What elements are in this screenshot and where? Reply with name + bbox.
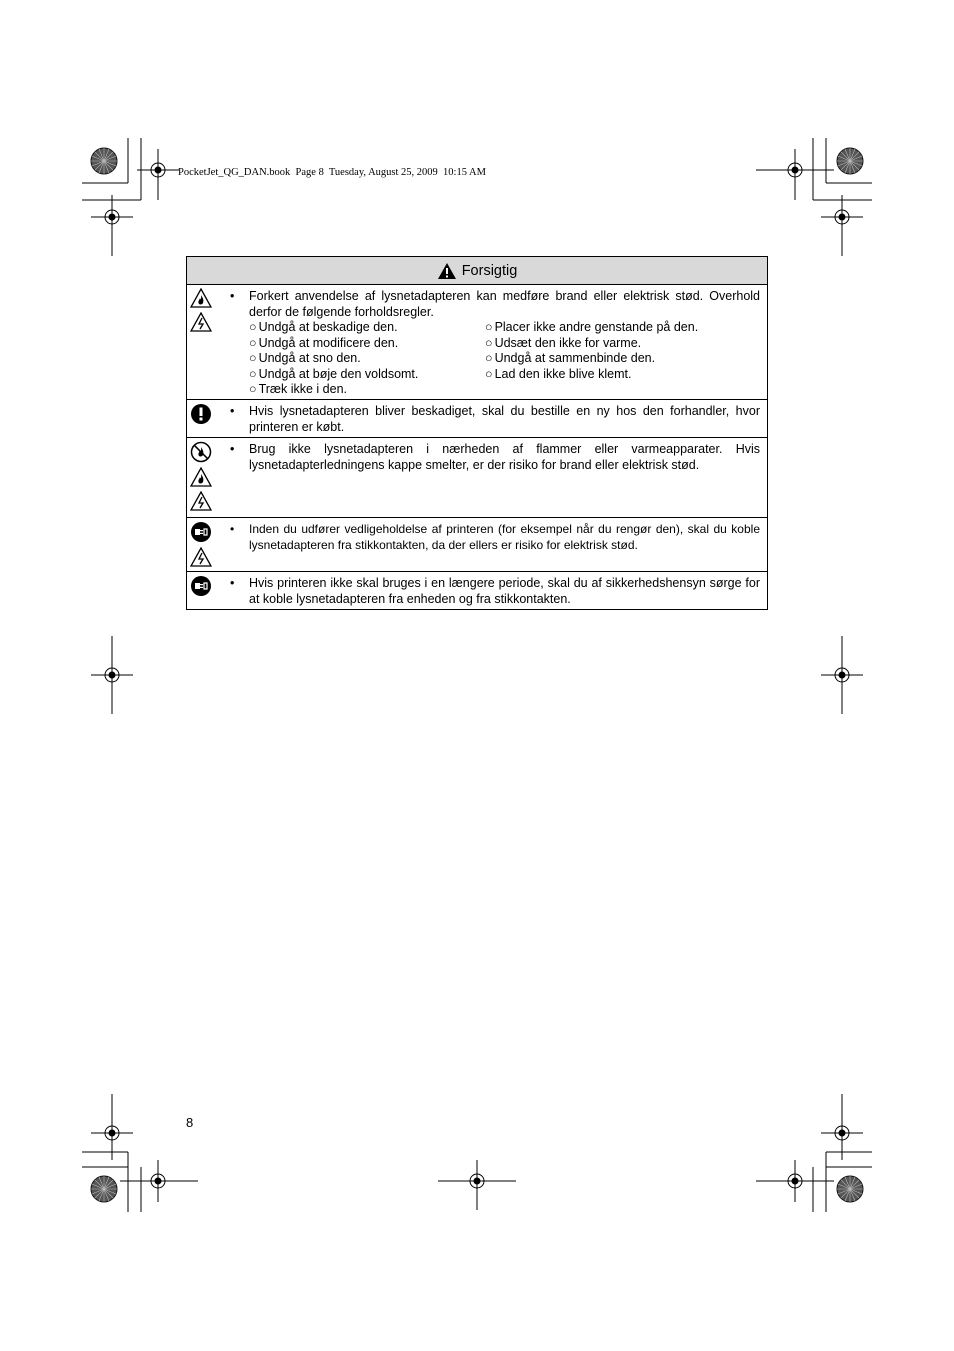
precaution-item: ○ Undgå at beskadige den. bbox=[249, 320, 485, 336]
row-icons bbox=[187, 438, 225, 517]
caution-text: Hvis lysnetadapteren bliver beskadiget, skal du bestille en ny hos den forhandler, hvor printeren er købt. bbox=[249, 404, 760, 434]
precaution-item: ○ Træk ikke i den. bbox=[249, 382, 485, 398]
precaution-item: ○ Lad den ikke blive klemt. bbox=[485, 367, 760, 383]
row-icons bbox=[187, 285, 225, 399]
precaution-item: ○ Undgå at sammenbinde den. bbox=[485, 351, 760, 367]
precaution-item: ○ Udsæt den ikke for varme. bbox=[485, 336, 760, 352]
warning-triangle-icon bbox=[437, 262, 457, 280]
precaution-list bbox=[249, 320, 760, 398]
mandatory-action-icon bbox=[190, 403, 212, 425]
row-icons bbox=[187, 572, 225, 609]
electric-shock-warning-icon bbox=[190, 491, 212, 511]
no-open-flame-icon bbox=[190, 441, 212, 463]
precaution-item: ○ Undgå at modificere den. bbox=[249, 336, 485, 352]
caution-text: Forkert anvendelse af lysnetadapteren kan medføre brand eller elektrisk stød. Overhold derfor de følgende forholdsregler. bbox=[249, 289, 760, 319]
unplug-icon bbox=[190, 521, 212, 543]
caution-row: • Brug ikke lysnetadapteren i nærheden af flammer eller varmeapparater. Hvis lysnetadapterledningens kappe smelter, er der risiko for brand eller elektrisk stød. bbox=[187, 438, 767, 518]
caution-text: Hvis printeren ikke skal bruges i en længere periode, skal du af sikkerhedshensyn sørge for at koble lysnetadapteren fra enheden og fra stikkontakten. bbox=[249, 576, 760, 606]
precaution-item: ○ Undgå at sno den. bbox=[249, 351, 485, 367]
row-icons bbox=[187, 518, 225, 571]
caution-row: • Hvis printeren ikke skal bruges i en længere periode, skal du af sikkerhedshensyn sørge for at koble lysnetadapteren fra enheden og fra stikkontakten. bbox=[187, 572, 767, 609]
caution-row: • Inden du udfører vedligeholdelse af printeren (for eksempel når du rengør den), skal du koble lysnetadapteren fra stikkontakten, da der ellers er risiko for elektrisk stød. bbox=[187, 518, 767, 572]
fire-warning-icon bbox=[190, 467, 212, 487]
caution-row: • Forkert anvendelse af lysnetadapteren kan medføre brand eller elektrisk stød. Overhold derfor de følgende forholdsregler. ○ Undgå at beskadige den. ○ Placer ikke andre genstande på den. ○ Undgå at modificere den. ○ Udsæt den ikke for varme. ○ Undgå at sno den. ○ Undgå at sammenbinde den. ○ Undgå at bøje den voldsomt. ○ Lad den ikke blive klemt. ○ Træk ikke i den. bbox=[187, 285, 767, 400]
caution-text: Brug ikke lysnetadapteren i nærheden af flammer eller varmeapparater. Hvis lysnetadapterledningens kappe smelter, er der risiko for brand eller elektrisk stød. bbox=[249, 442, 760, 472]
precaution-item: ○ Undgå at bøje den voldsomt. bbox=[249, 367, 485, 383]
caution-header bbox=[187, 257, 767, 285]
electric-shock-warning-icon bbox=[190, 312, 212, 332]
row-icons bbox=[187, 400, 225, 437]
caution-box bbox=[186, 256, 768, 610]
page-number: 8 bbox=[186, 1115, 194, 1130]
caution-row: • Hvis lysnetadapteren bliver beskadiget, skal du bestille en ny hos den forhandler, hvor printeren er købt. bbox=[187, 400, 767, 438]
caution-text: Inden du udfører vedligeholdelse af printeren (for eksempel når du rengør den), skal du koble lysnetadapteren fra stikkontakten, da der ellers er risiko for elektrisk stød. bbox=[249, 522, 760, 552]
fire-warning-icon bbox=[190, 288, 212, 308]
print-header: PocketJet_QG_DAN.book Page 8 Tuesday, August 25, 2009 10:15 AM bbox=[178, 167, 486, 178]
caution-title: Forsigtig bbox=[461, 262, 518, 279]
unplug-icon bbox=[190, 575, 212, 597]
electric-shock-warning-icon bbox=[190, 547, 212, 567]
precaution-item: ○ Placer ikke andre genstande på den. bbox=[485, 320, 760, 336]
